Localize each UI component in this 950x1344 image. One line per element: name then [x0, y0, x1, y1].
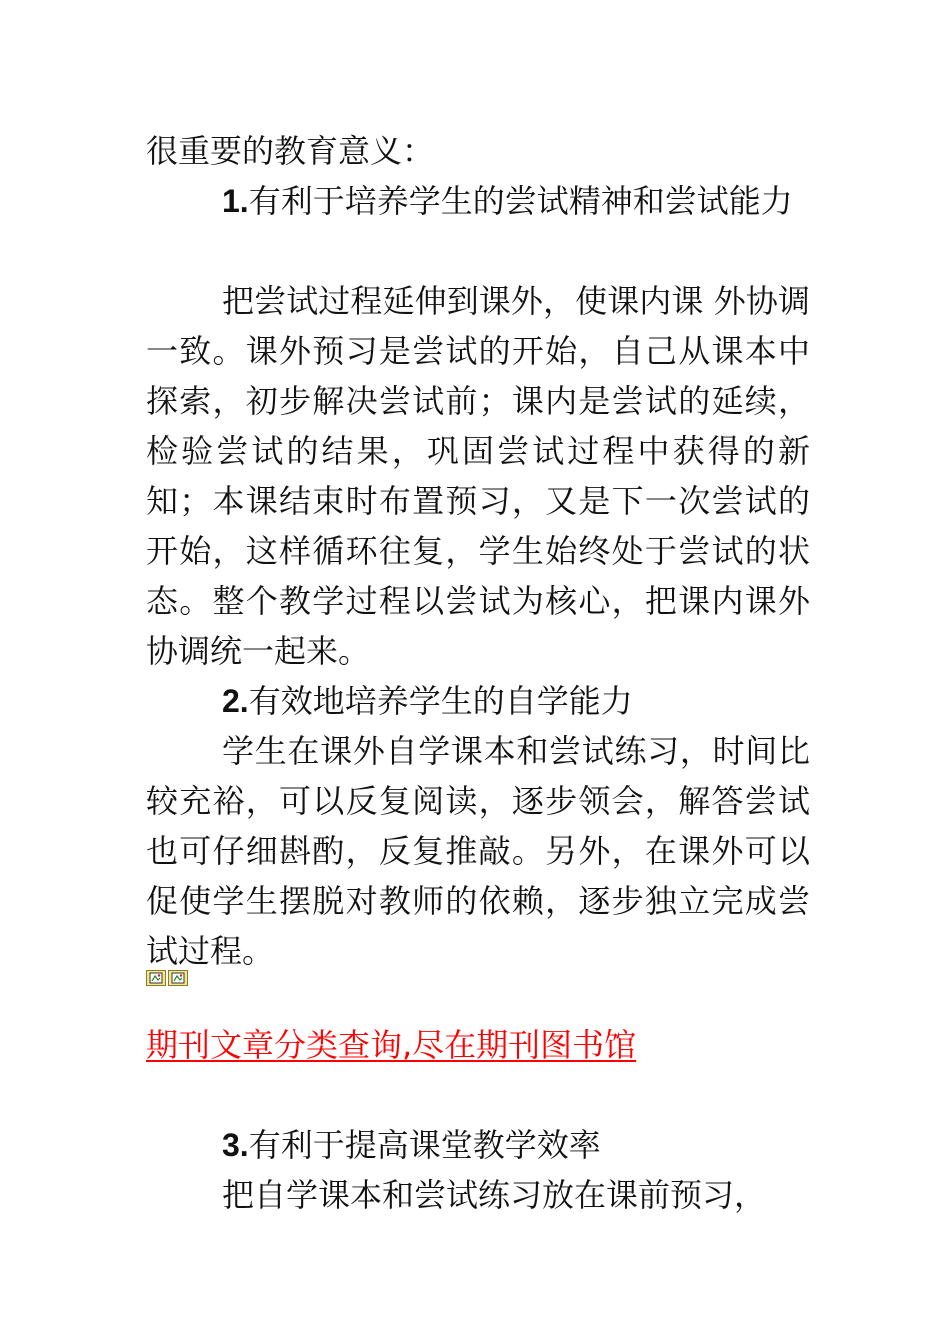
broken-image-icon[interactable] [146, 970, 166, 986]
item3-number: 3. [222, 1127, 249, 1163]
item2-title: 有效地培养学生的自学能力 [248, 682, 633, 720]
broken-image-icon[interactable] [168, 970, 188, 986]
item1-title: 有利于培养学生的尝试精神和尝试能力 [248, 182, 793, 220]
item2-heading [146, 676, 810, 726]
intro-line: 很重要的教育意义： [146, 132, 435, 170]
item3-title: 有利于提高课堂教学效率 [248, 1126, 601, 1164]
item1-number: 1. [222, 183, 249, 219]
image-placeholder-row [146, 970, 188, 988]
item2-body: 学生在课外自学课本和尝试练习，时间比较充裕，可以反复阅读，逐步领会，解答尝试也可仔细斟酌，反复推敲。另外，在课外可以促使学生摆脱对教师的依赖，逐步独立完成尝试过程。 [146, 732, 810, 970]
item3-heading [146, 1120, 810, 1170]
item1-body: 把尝试过程延伸到课外，使课内课 外协调一致。课外预习是尝试的开始，自己从课本中探索，初步解决尝试前；课内是尝试的延续，检验尝试的结果，巩固尝试过程中获得的新知；本课结束时布置预习，又是下一次尝试的开始，这样循环往复，学生始终处于尝试的状态。整个教学过程以尝试为核心，把课内课外协调统一起来。 [146, 282, 810, 670]
item3-body: 把自学课本和尝试练习放在课前预习， [222, 1176, 767, 1214]
journal-library-link[interactable]: 期刊文章分类查询,尽在期刊图书馆 [146, 1026, 637, 1064]
item2-number: 2. [222, 683, 249, 719]
item1-heading [146, 176, 810, 226]
